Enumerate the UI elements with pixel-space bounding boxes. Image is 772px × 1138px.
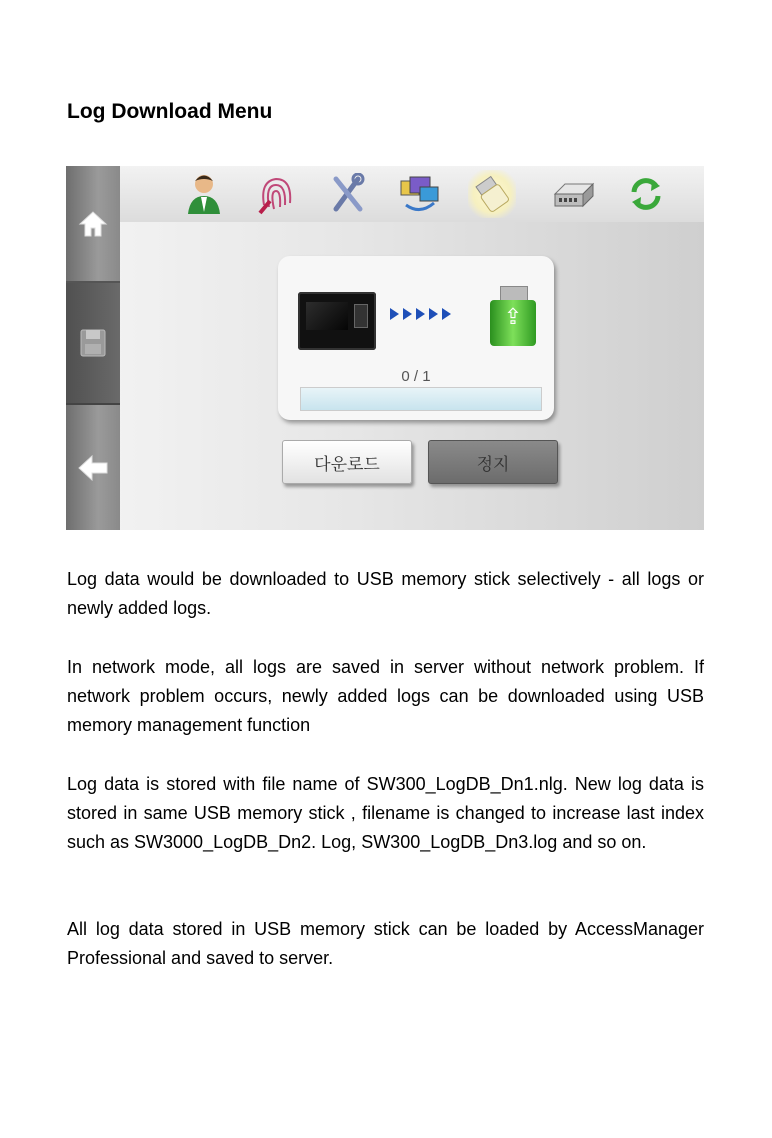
network-icon [398,173,442,215]
paragraph: All log data stored in USB memory stick can be loaded by AccessManager Professional and saved to server. [67,919,704,968]
device-screen-screenshot [66,166,704,530]
page-heading: Log Download Menu [67,100,273,123]
toolbar-refresh-button[interactable] [622,170,670,218]
arrow-icon [403,308,412,320]
download-button[interactable]: 다운로드 [282,440,412,484]
paragraph: In network mode, all logs are saved in server without network problem. If network problem occurs, newly added logs can be downloaded using USB memory management function [67,657,704,735]
toolbar-fingerprint-button[interactable] [252,170,300,218]
toolbar [120,166,704,222]
terminal-device-icon [298,292,376,350]
toolbar-settings-button[interactable] [324,170,372,218]
sidebar-back-button[interactable] [66,405,120,530]
toolbar-server-button[interactable] [550,170,598,218]
transfer-arrows [390,308,451,320]
fingerprint-icon [256,173,296,215]
server-icon [551,174,597,214]
arrow-icon [416,308,425,320]
arrow-icon [429,308,438,320]
sidebar-home-button[interactable] [66,166,120,283]
refresh-icon [626,174,666,214]
toolbar-network-button[interactable] [396,170,444,218]
usb-memory-icon: ⇪ [488,286,538,352]
stop-button[interactable]: 정지 [428,440,558,484]
arrow-icon [390,308,399,320]
toolbar-user-button[interactable] [180,170,228,218]
floppy-disk-icon [78,327,108,359]
user-icon [184,172,224,216]
download-counter: 0 / 1 [401,368,431,385]
sidebar-save-button[interactable] [66,283,120,405]
toolbar-usb-button[interactable] [468,170,516,218]
paragraph: Log data is stored with file name of SW300_LogDB_Dn1.nlg. New log data is stored in same USB memory stick , filename is changed to increase last index such as SW3000_LogDB_Dn2. Log, SW300_LogDB_Dn3.log and so on. [67,774,704,852]
back-arrow-icon [76,453,110,483]
arrow-icon [442,308,451,320]
transfer-panel [278,256,554,420]
usb-stick-icon [471,173,513,215]
home-icon [77,208,109,240]
sidebar [66,166,120,530]
tools-icon [328,173,368,215]
paragraph: Log data would be downloaded to USB memory stick selectively - all logs or newly added logs. [67,569,704,618]
download-progress-bar [300,387,542,411]
